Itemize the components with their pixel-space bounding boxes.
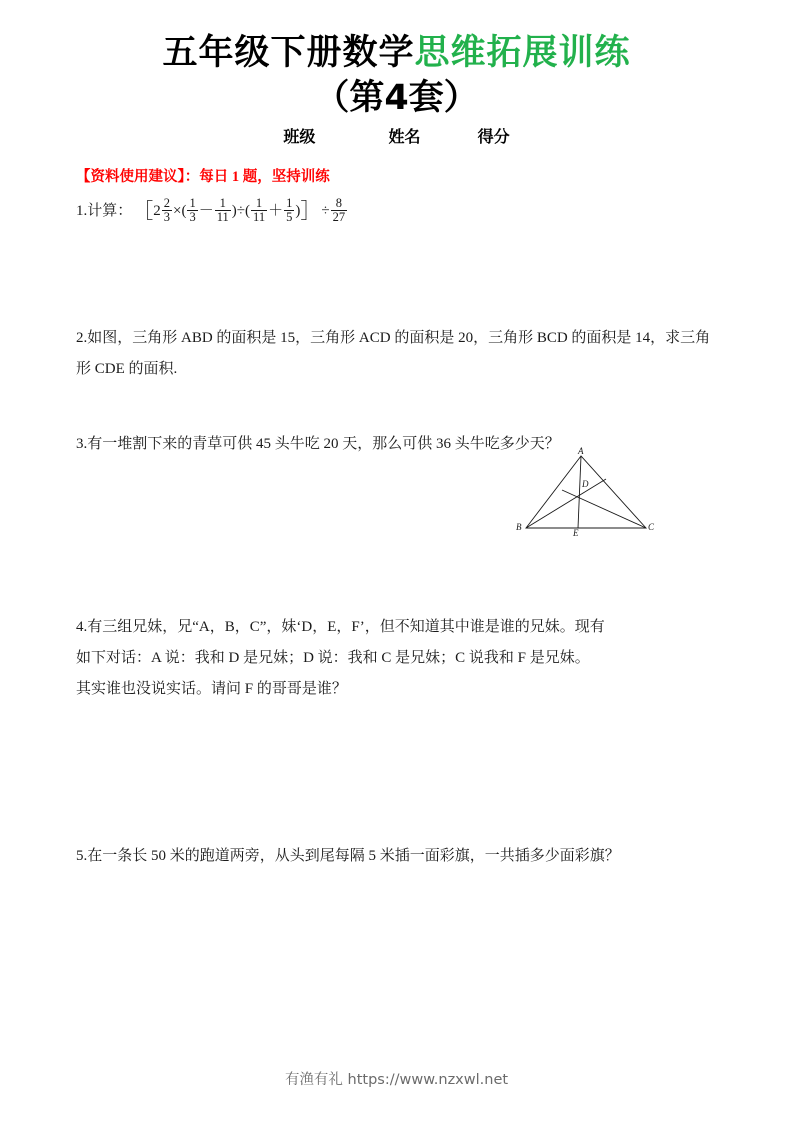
page-title-line-2: （第4套） xyxy=(314,78,479,118)
expr-times: × xyxy=(173,203,182,220)
expr-frac-1-den: 3 xyxy=(189,210,196,225)
expr-minus: － xyxy=(198,203,214,220)
expr-frac-5 xyxy=(331,197,348,225)
expr-frac-3-num: 1 xyxy=(255,195,263,210)
expr-frac-2 xyxy=(215,197,231,225)
expr-plus: ＋ xyxy=(268,203,284,220)
figure-label-d: D xyxy=(582,479,589,489)
figure-label-c: C xyxy=(648,522,655,532)
question-4 xyxy=(76,612,722,705)
usage-advice: 【资料使用建议】：每日 1 题，坚持训练 xyxy=(76,169,330,185)
expr-div-1: ÷ xyxy=(236,203,246,220)
expr-frac-1-num: 1 xyxy=(189,195,196,210)
question-4-line-1 xyxy=(76,612,722,643)
expr-paren1-open: ( xyxy=(181,203,187,220)
page-title-line-1 xyxy=(0,30,793,76)
student-info-row xyxy=(0,124,793,147)
title-block xyxy=(0,30,793,120)
triangle-figure xyxy=(516,448,696,544)
expr-frac-3-den: 11 xyxy=(253,210,266,225)
figure-label-e: E xyxy=(573,528,579,538)
expr-close-bracket: ］ xyxy=(300,199,322,224)
class-label: 班级 xyxy=(283,127,316,146)
question-3-number: 3. xyxy=(76,436,88,453)
question-4-line-2: 如下对话：A 说：我和 D 是兄妹；D 说：我和 C 是兄妹；C 说我和 F 是兄妹。 xyxy=(76,650,590,667)
name-label: 姓名 xyxy=(388,127,421,146)
expr-paren2-close: ) xyxy=(295,203,301,220)
triangle-figure-svg xyxy=(516,448,696,544)
expr-frac-3 xyxy=(251,197,267,225)
expr-mixed-fraction xyxy=(162,197,172,225)
question-1 xyxy=(76,196,722,227)
question-1-label: 计算： xyxy=(87,203,133,219)
question-3-text: 有一堆割下来的青草可供 45 头牛吃 20 天，那么可供 36 头牛吃多少天？ xyxy=(87,436,560,453)
figure-label-b: B xyxy=(516,522,522,532)
expr-mixed-num: 2 xyxy=(163,195,171,210)
expr-frac-4-den: 5 xyxy=(286,210,293,225)
question-1-expression xyxy=(132,196,348,227)
score-label: 得分 xyxy=(477,127,510,146)
expr-paren2-open: ( xyxy=(245,203,251,220)
expr-frac-2-num: 1 xyxy=(219,195,226,210)
footer-watermark: 有渔有礼 https://www.nzxwl.net xyxy=(284,1072,509,1088)
question-1-number: 1. xyxy=(76,203,88,219)
expr-div-2: ÷ xyxy=(321,203,330,220)
expr-frac-4-num: 1 xyxy=(286,195,293,210)
question-4-text-1: 有三组兄妹，兄“A，B，C”，妹‘D，E，F’，但不知道其中谁是谁的兄妹。现有 xyxy=(87,619,605,636)
question-5-number: 5. xyxy=(76,848,88,865)
expr-frac-5-num: 8 xyxy=(335,195,342,210)
question-5 xyxy=(76,841,722,872)
question-5-text: 在一条长 50 米的跑道两旁，从头到尾每隔 5 米插一面彩旗，一共插多少面彩旗？ xyxy=(87,848,620,865)
expr-frac-4 xyxy=(284,197,294,225)
expr-frac-1 xyxy=(187,197,197,225)
question-2-text: 如图，三角形 ABD 的面积是 15，三角形 ACD 的面积是 20，三角形 BCD 的面积是 14，求三角形 CDE 的面积. xyxy=(76,330,711,378)
title-part-subject: 五年级下册数学 xyxy=(162,33,415,73)
expr-paren1-close: ) xyxy=(231,203,237,220)
question-2 xyxy=(76,323,722,385)
question-4-line-3: 其实谁也没说实话。请问 F 的哥哥是谁？ xyxy=(76,681,347,698)
expr-frac-2-den: 11 xyxy=(216,210,229,225)
expr-frac-5-den: 27 xyxy=(332,210,346,225)
expr-mixed-den: 3 xyxy=(163,210,171,225)
question-4-number: 4. xyxy=(76,619,88,636)
expr-mixed-whole: 2 xyxy=(153,203,161,220)
question-2-number: 2. xyxy=(76,330,88,347)
expr-open-bracket: ［ xyxy=(132,199,154,224)
figure-label-a: A xyxy=(578,446,584,456)
title-part-highlight: 思维拓展训练 xyxy=(414,33,631,73)
